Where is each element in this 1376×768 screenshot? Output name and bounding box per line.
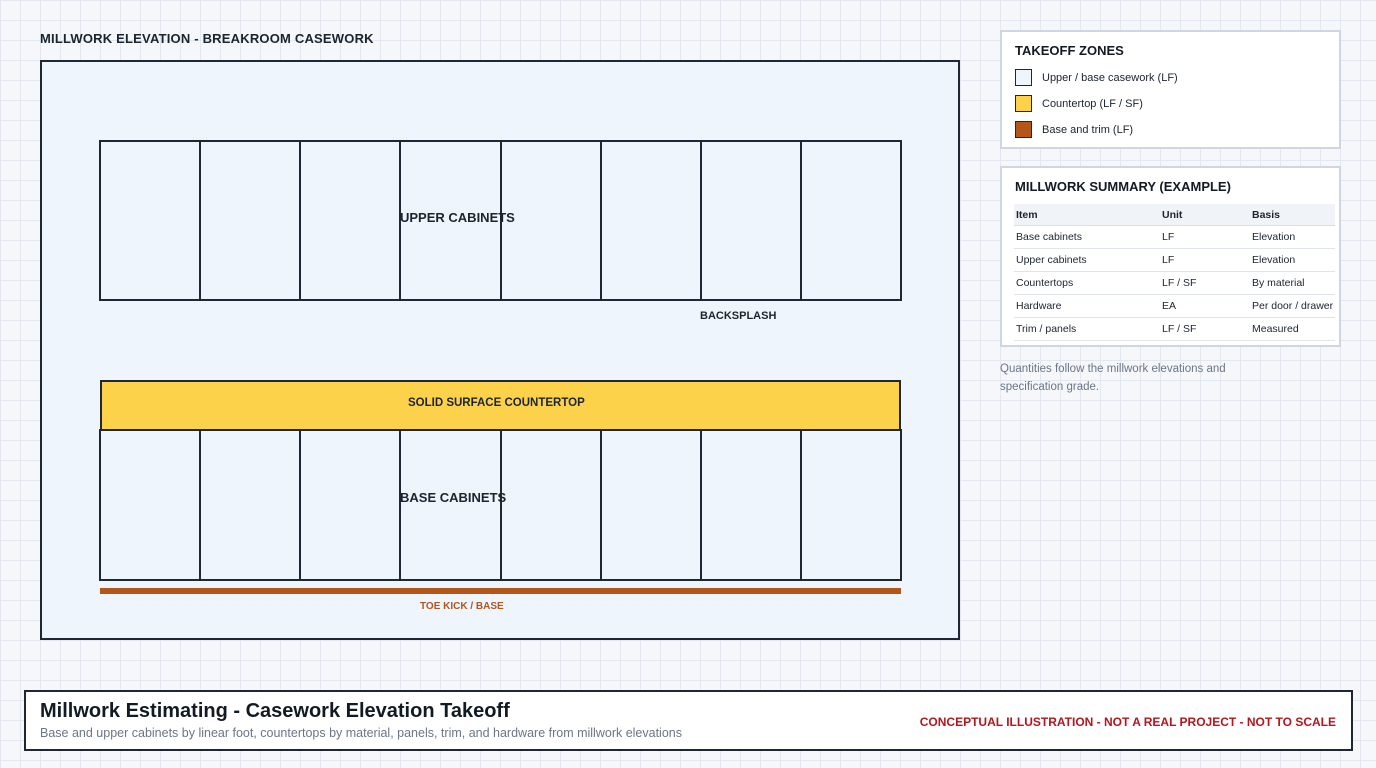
summary-title: MILLWORK SUMMARY (EXAMPLE) <box>1015 179 1231 194</box>
base-cabinet <box>702 431 802 579</box>
cell-unit: LF <box>1162 254 1175 266</box>
base-cabinet-row <box>99 429 902 581</box>
table-row <box>1014 249 1335 272</box>
cell-unit: EA <box>1162 300 1177 312</box>
legend-item-countertop <box>1015 95 1143 112</box>
backsplash-label: BACKSPLASH <box>700 310 777 322</box>
table-header-row <box>1014 204 1335 226</box>
cell-item: Countertops <box>1016 277 1074 289</box>
base-cabinet <box>201 431 301 579</box>
cell-basis: Per door / drawer <box>1252 300 1334 312</box>
takeoff-zones-legend <box>1000 30 1341 149</box>
legend-item-casework <box>1015 69 1178 86</box>
upper-cabinet <box>301 142 401 299</box>
legend-title: TAKEOFF ZONES <box>1015 43 1124 58</box>
base-cabinets-label: BASE CABINETS <box>400 490 507 505</box>
legend-swatch-trim <box>1015 121 1032 138</box>
table-row <box>1014 272 1335 295</box>
footer-subtitle: Base and upper cabinets by linear foot, countertops by material, panels, trim, and hardware from millwork elevations <box>40 726 682 740</box>
elevation-title: MILLWORK ELEVATION - BREAKROOM CASEWORK <box>40 31 374 46</box>
cell-basis: Measured <box>1252 323 1299 335</box>
base-cabinet <box>802 431 900 579</box>
column-header-item: Item <box>1016 208 1038 221</box>
base-cabinet <box>101 431 201 579</box>
base-cabinet <box>602 431 702 579</box>
upper-cabinet <box>502 142 602 299</box>
upper-cabinet <box>201 142 301 299</box>
disclaimer-text: CONCEPTUAL ILLUSTRATION - NOT A REAL PROJECT - NOT TO SCALE <box>919 715 1336 729</box>
summary-table <box>1014 204 1335 341</box>
legend-swatch-countertop <box>1015 95 1032 112</box>
cell-basis: By material <box>1252 277 1305 289</box>
toe-kick-strip <box>100 588 901 594</box>
legend-item-trim <box>1015 121 1133 138</box>
cell-unit: LF <box>1162 231 1175 243</box>
cell-unit: LF / SF <box>1162 277 1197 289</box>
column-header-unit: Unit <box>1162 208 1183 221</box>
table-row <box>1014 295 1335 318</box>
upper-cabinet <box>101 142 201 299</box>
countertop-label: SOLID SURFACE COUNTERTOP <box>408 397 585 409</box>
table-row <box>1014 318 1335 341</box>
upper-cabinet <box>702 142 802 299</box>
upper-cabinet <box>802 142 900 299</box>
upper-cabinets-label: UPPER CABINETS <box>400 210 515 225</box>
cell-item: Trim / panels <box>1016 323 1077 335</box>
millwork-summary-panel <box>1000 166 1341 347</box>
base-cabinet <box>301 431 401 579</box>
cell-basis: Elevation <box>1252 231 1296 243</box>
footer-title: Millwork Estimating - Casework Elevation Takeoff <box>40 700 510 722</box>
cell-unit: LF / SF <box>1162 323 1197 335</box>
legend-label: Countertop (LF / SF) <box>1042 97 1143 110</box>
column-header-basis: Basis <box>1252 208 1281 221</box>
legend-label: Upper / base casework (LF) <box>1042 71 1178 84</box>
base-cabinet <box>502 431 602 579</box>
legend-swatch-casework <box>1015 69 1032 86</box>
base-cabinet <box>401 431 501 579</box>
cell-basis: Elevation <box>1252 254 1296 266</box>
legend-label: Base and trim (LF) <box>1042 123 1134 136</box>
upper-cabinet <box>602 142 702 299</box>
cell-item: Base cabinets <box>1016 231 1082 243</box>
table-row <box>1014 226 1335 249</box>
quantities-note: Quantities follow the millwork elevations and specification grade. <box>1000 363 1226 393</box>
cell-item: Upper cabinets <box>1016 254 1087 266</box>
footer-banner <box>24 690 1353 751</box>
cell-item: Hardware <box>1016 300 1062 312</box>
toe-kick-label: TOE KICK / BASE <box>420 601 504 612</box>
